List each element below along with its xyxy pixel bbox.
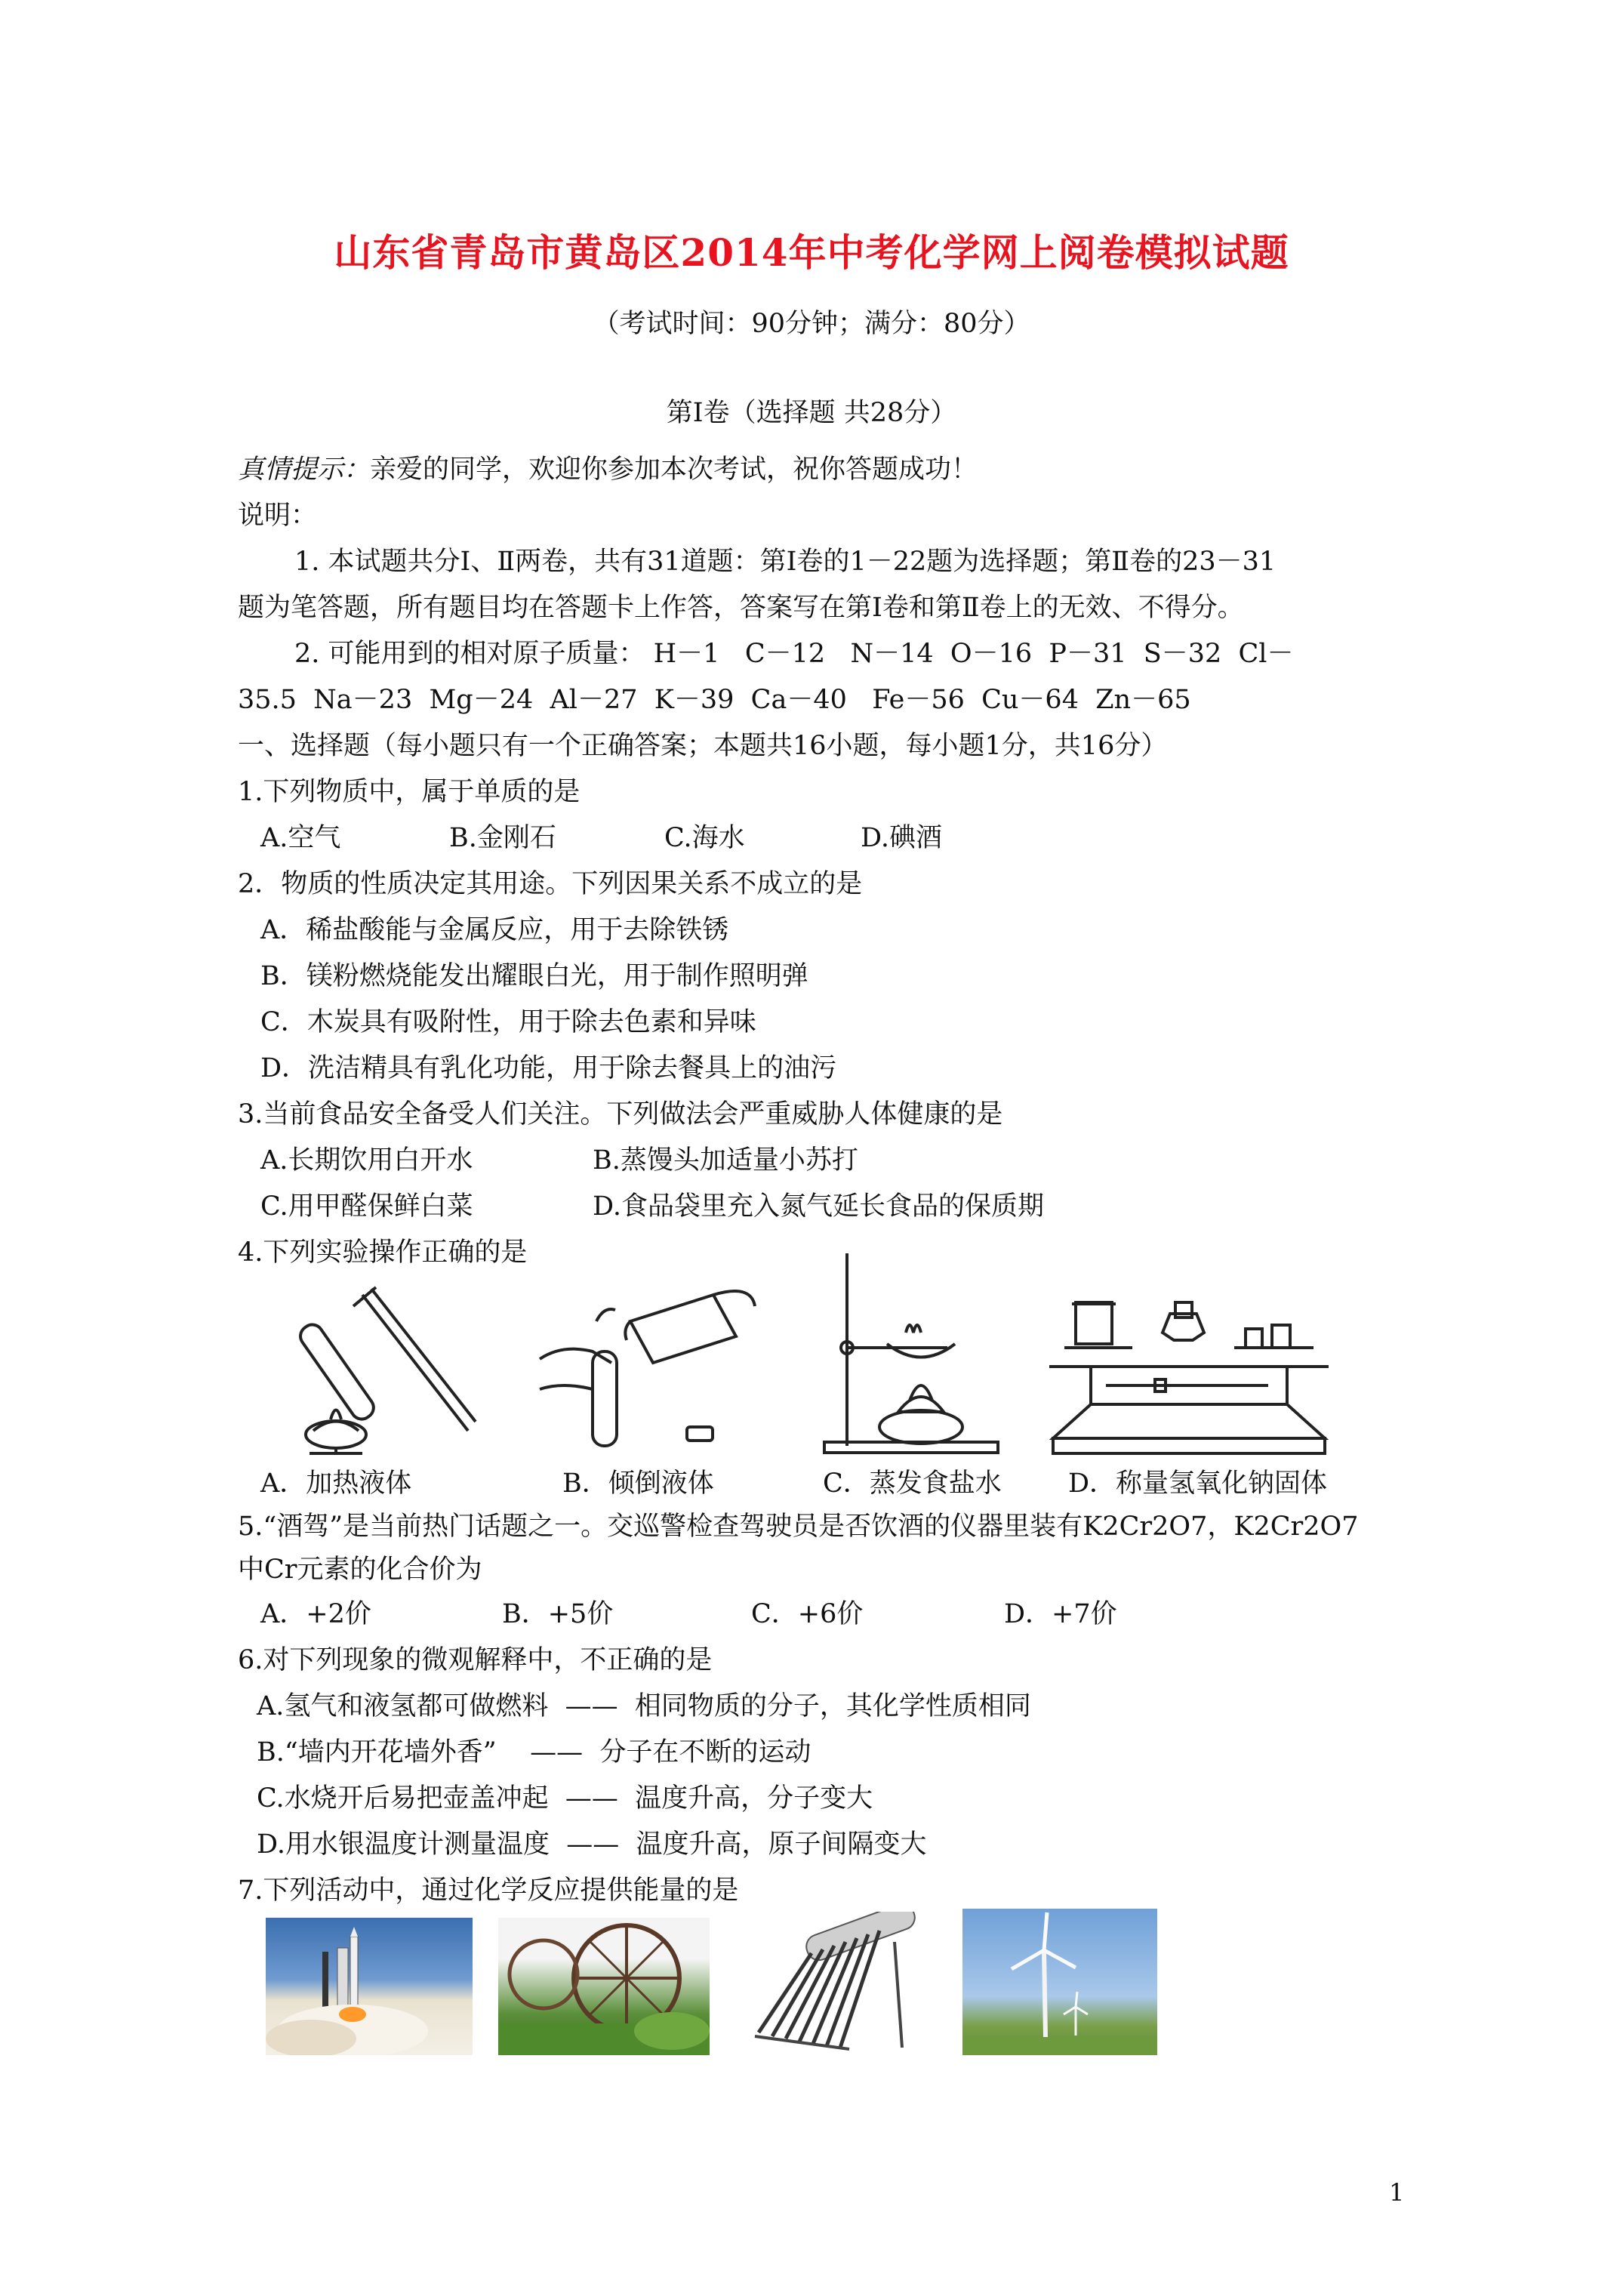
rocket-launch-photo [266, 1918, 473, 2055]
tips-line [238, 453, 978, 486]
q6-option-b: B.“墙内开花墙外香” —— 分子在不断的运动 [257, 1737, 812, 1767]
q2-option-b: B．镁粉燃烧能发出耀眼白光，用于制作照明弹 [260, 961, 808, 991]
q1-option-d: D.碘酒 [861, 823, 942, 853]
q1-stem: 1.下列物质中，属于单质的是 [238, 777, 581, 807]
q2-option-a: A．稀盐酸能与金属反应，用于去除铁锈 [260, 915, 729, 945]
wind-turbine-photo [962, 1909, 1157, 2055]
q3-stem: 3.当前食品安全备受人们关注。下列做法会严重威胁人体健康的是 [238, 1099, 1003, 1130]
page-title: 山东省青岛市黄岛区2014年中考化学网上阅卷模拟试题 [334, 230, 1289, 275]
q2-option-d: D．洗洁精具有乳化功能，用于除去餐具上的油污 [260, 1053, 837, 1083]
q5-option-d: D．+7价 [1004, 1599, 1117, 1629]
q1-option-a: A.空气 [260, 823, 341, 853]
q4-stem: 4.下列实验操作正确的是 [238, 1237, 528, 1268]
notes-label: 说明： [238, 501, 318, 531]
q6-stem: 6.对下列现象的微观解释中，不正确的是 [238, 1645, 713, 1675]
tips-text: 亲爱的同学，欢迎你参加本次考试，祝你答题成功！ [370, 455, 978, 485]
evaporation-figure [815, 1250, 1012, 1457]
note1-line1: 1. 本试题共分Ⅰ、Ⅱ两卷，共有31道题：第Ⅰ卷的1－22题为选择题；第Ⅱ卷的23－31 [294, 547, 1277, 577]
q3-option-c: C.用甲醛保鲜白菜 [260, 1191, 473, 1222]
section1-heading: 一、选择题（每小题只有一个正确答案；本题共16小题，每小题1分，共16分） [238, 731, 1168, 761]
q4-option-b: B．倾倒液体 [562, 1469, 714, 1499]
q6-option-a: A.氢气和液氢都可做燃料 —— 相同物质的分子，其化学性质相同 [257, 1691, 1031, 1721]
q5-stem-line1: 5.“酒驾”是当前热门话题之一。交巡警检查驾驶员是否饮酒的仪器里装有K2Cr2O7，K2Cr2O7 [238, 1512, 1359, 1542]
q6-option-c: C.水烧开后易把壶盖冲起 —— 温度升高，分子变大 [257, 1783, 873, 1814]
note2-line2: 35.5 Na－23 Mg－24 Al－27 K－39 Ca－40 Fe－56 Cu－64 Zn－65 [238, 685, 1191, 715]
q1-option-c: C.海水 [664, 823, 745, 853]
pouring-liquid-figure [532, 1276, 759, 1457]
note2-line1: 2. 可能用到的相对原子质量： H－1 C－12 N－14 O－16 P－31 S－32 Cl－ [294, 639, 1294, 669]
q2-stem: 2．物质的性质决定其用途。下列因果关系不成立的是 [238, 869, 863, 899]
solar-heater-photo [744, 1912, 925, 2055]
q3-option-a: A.长期饮用白开水 [260, 1145, 473, 1176]
note1-line2: 题为笔答题，所有题目均在答题卡上作答，答案写在第Ⅰ卷和第Ⅱ卷上的无效、不得分。 [238, 593, 1244, 623]
page-number: 1 [1389, 2178, 1405, 2207]
exam-info: （考试时间：90分钟；满分：80分） [593, 309, 1030, 339]
q3-option-d: D.食品袋里充入氮气延长食品的保质期 [593, 1191, 1044, 1222]
tips-label: 真情提示： [238, 455, 371, 485]
q6-option-d: D.用水银温度计测量温度 —— 温度升高，原子间隔变大 [257, 1829, 927, 1860]
q5-option-b: B．+5价 [502, 1599, 614, 1629]
q4-option-c: C．蒸发食盐水 [823, 1469, 1002, 1499]
q2-option-c: C．木炭具有吸附性，用于除去色素和异味 [260, 1007, 756, 1037]
water-wheel-photo [498, 1918, 710, 2055]
balance-figure [1049, 1295, 1329, 1457]
heating-liquid-figure [294, 1280, 483, 1457]
q3-option-b: B.蒸馒头加适量小苏打 [593, 1145, 858, 1176]
q5-option-c: C．+6价 [751, 1599, 864, 1629]
q7-stem: 7.下列活动中，通过化学反应提供能量的是 [238, 1875, 739, 1906]
section-title: 第Ⅰ卷（选择题 共28分） [666, 398, 957, 428]
q5-stem-line2: 中Cr元素的化合价为 [238, 1555, 482, 1585]
q5-option-a: A．+2价 [260, 1599, 371, 1629]
q4-option-d: D．称量氢氧化钠固体 [1068, 1469, 1328, 1499]
q4-option-a: A．加热液体 [260, 1469, 412, 1499]
q1-option-b: B.金刚石 [449, 823, 556, 853]
